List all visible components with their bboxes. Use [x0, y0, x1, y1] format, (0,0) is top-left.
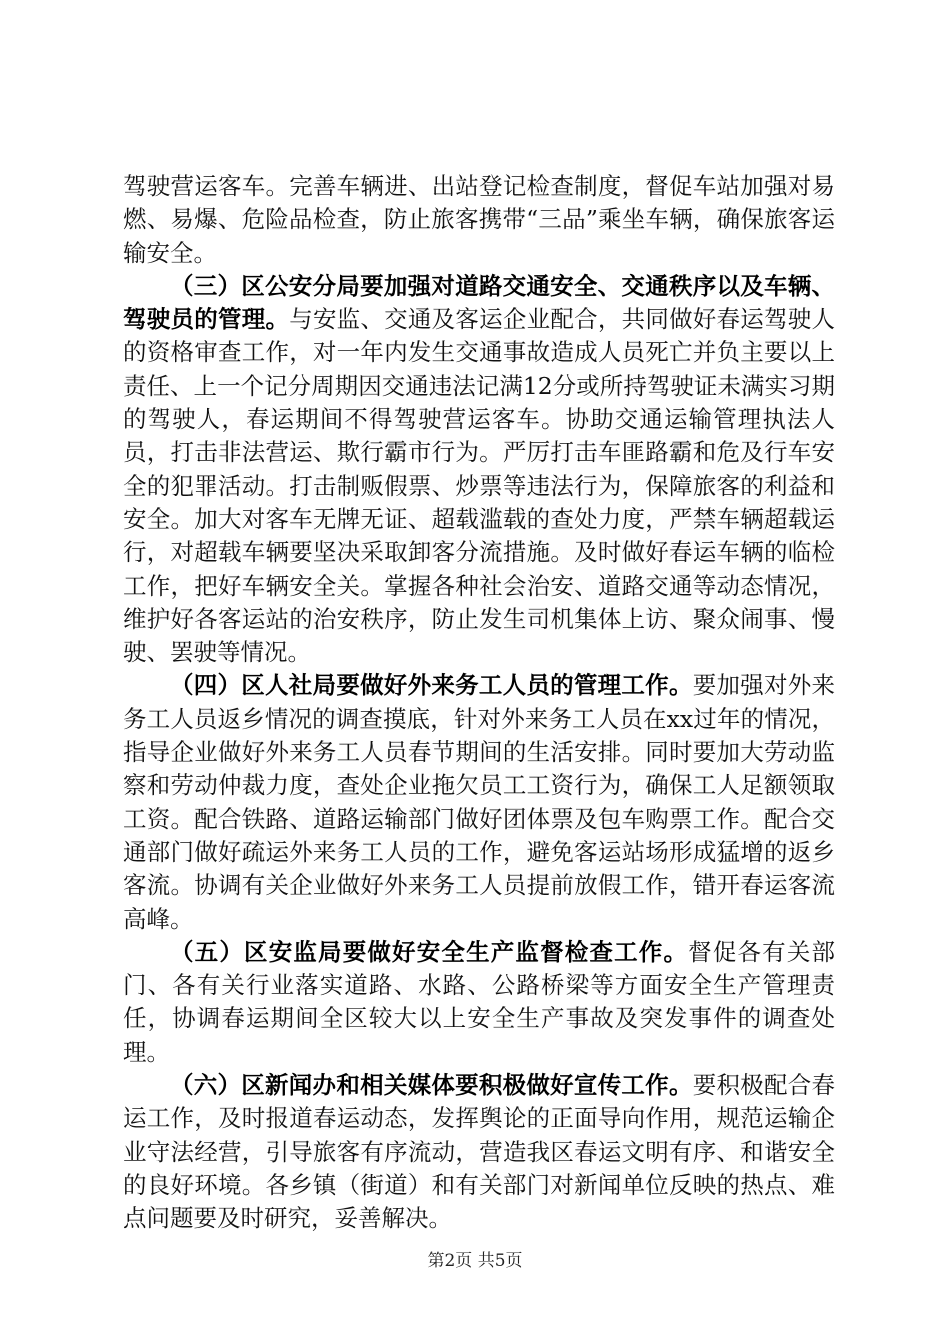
- paragraph-safety-supervision: [123, 936, 835, 1069]
- page-number-footer: 第2页 共5页: [427, 1251, 523, 1271]
- paragraph-heading: （六）区新闻办和相关媒体要积极做好宣传工作。: [170, 1071, 693, 1100]
- paragraph-body: 要积极配合春运工作，及时报道春运动态，发挥舆论的正面导向作用，规范运输企业守法经营，引导旅客有序流动，营造我区春运文明有序、和谐安全的良好环境。各乡镇（街道）和有关部门对新闻单位反映的热点、难点问题要及时研究，妥善解决。: [123, 1071, 835, 1233]
- paragraph-news-office: [123, 1069, 835, 1235]
- paragraph-public-security: [123, 270, 835, 670]
- paragraph-body: 驾驶营运客车。完善车辆进、出站登记检查制度，督促车站加强对易燃、易爆、危险品检查，防止旅客携带“三品”乘坐车辆，确保旅客运输安全。: [123, 172, 835, 267]
- paragraph-body: 督促各有关部门、各有关行业落实道路、水路、公路桥梁等方面安全生产管理责任，协调春运期间全区较大以上安全生产事故及突发事件的调查处理。: [123, 937, 836, 1066]
- paragraph-continuation: [123, 170, 835, 270]
- paragraph-heading: （四）区人社局要做好外来务工人员的管理工作。: [170, 671, 693, 700]
- paragraph-body: 与安监、交通及客运企业配合，共同做好春运驾驶人的资格审查工作，对一年内发生交通事故造成人员死亡并负主要以上责任、上一个记分周期因交通违法记满12分或所持驾驶证未满实习期的驾驶人，春运期间不得驾驶营运客车。协助交通运输管理执法人员，打击非法营运、欺行霸市行为。严厉打击车匪路霸和危及行车安全的犯罪活动。打击制贩假票、炒票等违法行为，保障旅客的利益和安全。加大对客车无牌无证、超载滥载的查处力度，严禁车辆超载运行，对超载车辆要坚决采取卸客分流措施。及时做好春运车辆的临检工作，把好车辆安全关。掌握各种社会治安、道路交通等动态情况，维护好各客运站的治安秩序，防止发生司机集体上访、聚众闹事、慢驶、罢驶等情况。: [123, 305, 836, 667]
- paragraph-human-resources: [123, 669, 835, 935]
- paragraph-body: 要加强对外来务工人员返乡情况的调查摸底，针对外来务工人员在xx过年的情况，指导企业做好外来务工人员春节期间的生活安排。同时要加大劳动监察和劳动仲裁力度，查处企业拖欠员工工资行为，确保工人足额领取工资。配合铁路、道路运输部门做好团体票及包车购票工作。配合交通部门做好疏运外来务工人员的工作，避免客运站场形成猛增的返乡客流。协调有关企业做好外来务工人员提前放假工作，错开春运客流高峰。: [123, 671, 835, 933]
- document-body: [123, 170, 835, 1236]
- paragraph-heading: （三）区公安分局要加强对道路交通安全、交通秩序以及车辆、驾驶员的管理。: [123, 271, 835, 334]
- paragraph-heading: （五）区安监局要做好安全生产监督检查工作。: [170, 937, 689, 966]
